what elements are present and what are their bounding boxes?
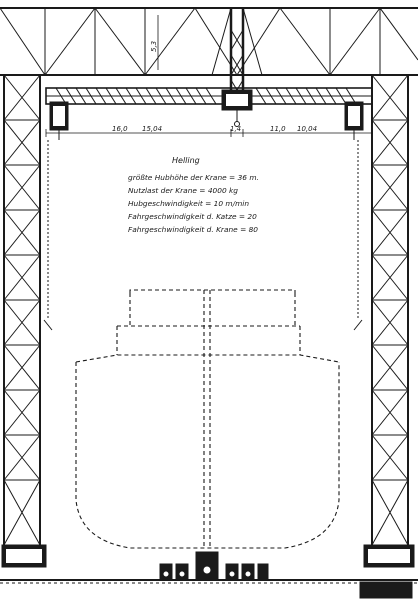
drawing-title: Helling (172, 156, 200, 165)
dim-left-outer: 16,0 (112, 125, 128, 133)
dim-center: 1,4 (230, 125, 242, 133)
spec-line: Nutzlast der Krane = 4000 kg (128, 186, 238, 195)
right-tower-truss (372, 75, 408, 545)
dim-right-inner: 11,0 (270, 125, 286, 133)
trolley-right (345, 102, 363, 140)
crane-bridge-girder (46, 88, 372, 104)
keel-blocks (160, 552, 268, 580)
trolley-left (50, 102, 68, 140)
spec-line: Hubgeschwindigkeit = 10 m/min (128, 199, 250, 208)
dim-left-inner: 15,04 (142, 125, 163, 133)
spec-line: Fahrgeschwindigkeit d. Krane = 80 (128, 225, 259, 234)
dim-vertical: 5,3 (150, 40, 158, 52)
ship-hull-section (76, 290, 339, 548)
dim-right-outer: 10,04 (297, 125, 318, 133)
spec-line: Fahrgeschwindigkeit d. Katze = 20 (128, 212, 257, 221)
spec-line: größte Hubhöhe der Krane = 36 m. (128, 173, 259, 182)
roof-truss (0, 8, 418, 75)
trolley-center (222, 90, 252, 127)
hoist-ropes (44, 140, 362, 330)
left-tower-truss (4, 75, 40, 545)
